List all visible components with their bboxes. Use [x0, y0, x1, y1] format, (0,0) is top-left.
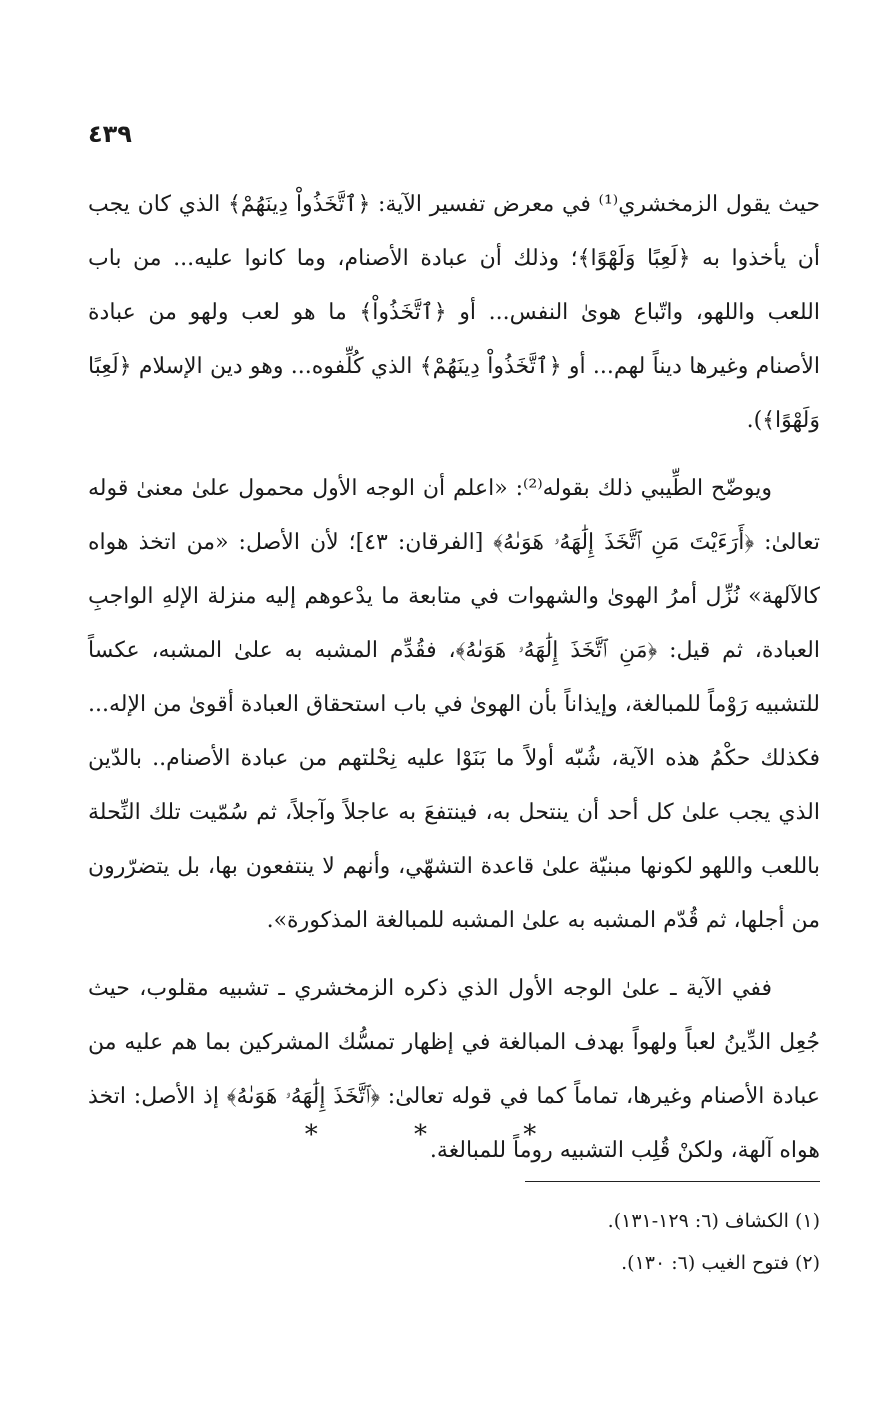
- footnote-1: (١) الكشاف (٦: ١٢٩-١٣١).: [607, 1210, 820, 1232]
- paragraph-conclusion: ففي الآية ـ علىٰ الوجه الأول الذي ذكره الزمخشري ـ تشبيه مقلوب، حيث جُعِل الدِّينُ لعباً ولهواً بهدف المبالغة في إظهار تمسُّك المشركين بما هم عليه من عبادة الأصنام وغيرها، تماماً كما في قوله تعالىٰ: ﴿ٱتَّخَذَ إِلَٰهَهُۥ هَوَىٰهُ﴾ إذ الأصل: اتخذ هواه آلهة، ولكنْ قُلِب التشبيه روماً للمبالغة.: [88, 976, 821, 1163]
- main-text: [88, 178, 820, 1192]
- page-number: ٤٣٩: [88, 120, 132, 148]
- footnotes: [88, 1200, 820, 1284]
- footnote-divider: [525, 1181, 820, 1182]
- footnote-2: (٢) فتوح الغيب (٦: ١٣٠).: [621, 1252, 820, 1274]
- section-separator: * * *: [304, 1120, 581, 1150]
- paragraph-zamakhshari: حيث يقول الزمخشري⁽¹⁾ في معرض تفسير الآية: ﴿ٱتَّخَذُواْ دِينَهُمْ﴾ الذي كان يجب أن يأخذوا به ﴿لَعِبًا وَلَهْوًا﴾؛ وذلك أن عبادة الأصنام، وما كانوا عليه... من باب اللعب واللهو، واتّباع هوىٰ النفس... أو ﴿ٱتَّخَذُواْ﴾ ما هو لعب ولهو من عبادة الأصنام وغيرها ديناً لهم... أو ﴿ٱتَّخَذُواْ دِينَهُمْ﴾ الذي كُلِّفوه... وهو دين الإسلام ﴿لَعِبًا وَلَهْوًا﴾).: [88, 192, 821, 433]
- paragraph-tibi: ويوضّح الطِّيبي ذلك بقوله⁽²⁾: «اعلم أن الوجه الأول محمول علىٰ معنىٰ قوله تعالىٰ: ﴿أَرَءَيْتَ مَنِ ٱتَّخَذَ إِلَٰهَهُۥ هَوَىٰهُ﴾ [الفرقان: ٤٣]؛ لأن الأصل: «من اتخذ هواه كالآلهة» نُزِّل أمرُ الهوىٰ والشهوات في متابعة ما يدْعوهم إليه منزلة الإلهِ الواجبِ العبادة، ثم قيل: ﴿مَنِ ٱتَّخَذَ إِلَٰهَهُۥ هَوَىٰهُ﴾، فقُدِّم المشبه به علىٰ المشبه، عكساً للتشبيه رَوْماً للمبالغة، وإيذاناً بأن الهوىٰ في باب استحقاق العبادة أقوىٰ من الإله... فكذلك حكْمُ هذه الآية، شُبّه أولاً ما بَنَوْا عليه نِحْلتهم من عبادة الأصنام.. بالدّين الذي يجب علىٰ كل أحد أن ينتحل به، فينتفعَ به عاجلاً وآجلاً، ثم سُمّيت تلك النِّحلة باللعب واللهو لكونها مبنيّة علىٰ قاعدة التشهّي، وأنهم لا ينتفعون بها، بل يتضرّرون من أجلها، ثم قُدّم المشبه به علىٰ المشبه للمبالغة المذكورة».: [88, 476, 820, 933]
